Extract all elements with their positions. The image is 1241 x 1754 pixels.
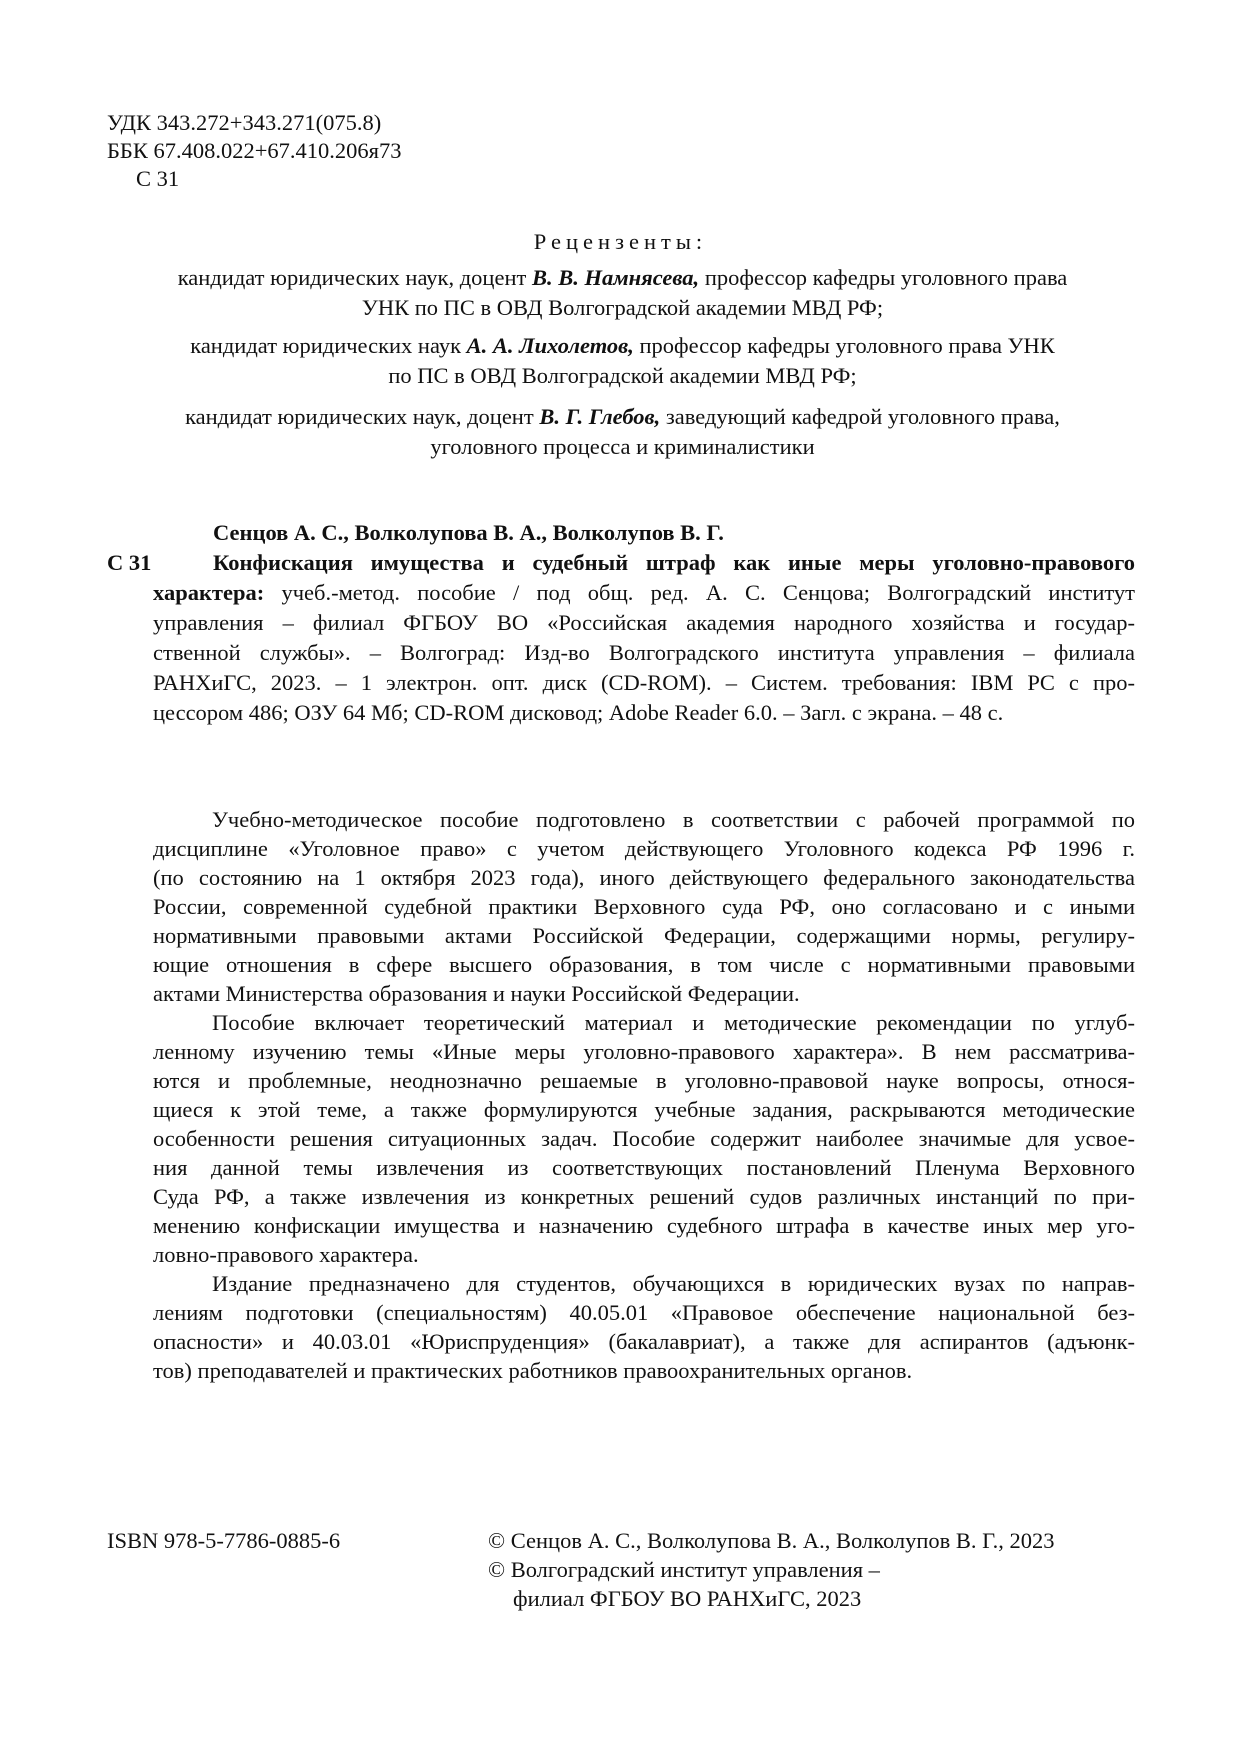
- copyright-authors: © Сенцов А. С., Волколупова В. А., Волколупов В. Г., 2023: [488, 1528, 1055, 1553]
- abstract-line: (по состоянию на 1 октября 2023 года), иного действующего федерального законодательства: [153, 865, 1135, 890]
- abstract-line: актами Министерства образования и науки Российской Федерации.: [153, 981, 800, 1006]
- reviewers-heading: Рецензенты:: [533, 229, 708, 254]
- catalog-title-end: характера:: [153, 580, 265, 605]
- catalog-title-line: Конфискация имущества и судебный штраф как иные меры уголовно-правового: [213, 550, 1135, 575]
- copyright-block: [488, 1526, 1055, 1613]
- abstract-line: Издание предназначено для студентов, обучающихся в юридических вузах по направ-: [212, 1271, 1135, 1296]
- reviewer-3: [110, 402, 1135, 462]
- abstract-line: ленному изучению темы «Иные меры уголовно-правового характера». В нем рассматрива-: [153, 1039, 1135, 1064]
- abstract-line: менению конфискации имущества и назначению судебного штрафа в качестве иных мер уго-: [153, 1213, 1135, 1238]
- reviewer-1-affiliation: УНК по ПС в ОВД Волгоградской академии МВД РФ;: [361, 295, 884, 320]
- abstract-line: ловно-правового характера.: [153, 1242, 419, 1267]
- udk-code: УДК 343.272+343.271(075.8): [107, 110, 382, 135]
- reviewer-2-name: А. А. Лихолетов,: [466, 333, 634, 358]
- abstract-line: щиеся к этой теме, а также формулируются учебные задания, раскрываются методические: [153, 1097, 1135, 1122]
- catalog-description: [153, 548, 1135, 728]
- abstract-line: России, современной судебной практики Верховного суда РФ, оно согласовано и с иными: [153, 894, 1135, 919]
- abstract-line: Учебно-методическое пособие подготовлено в соответствии с рабочей программой по: [212, 807, 1135, 832]
- reviewer-3-position: заведующий кафедрой уголовного права,: [660, 404, 1060, 429]
- abstract-line: ющие отношения в сфере высшего образования, в том числе с нормативными правовыми: [153, 952, 1135, 977]
- reviewer-1-name: В. В. Намнясева,: [531, 265, 700, 290]
- abstract-line: ния данной темы извлечения из соответствующих постановлений Пленума Верховного: [153, 1155, 1135, 1180]
- reviewer-1: [110, 263, 1135, 323]
- abstract-line: опасности» и 40.03.01 «Юриспруденция» (бакалавриат), а также для аспирантов (адъюнк-: [153, 1329, 1135, 1354]
- abstract: [153, 805, 1135, 1385]
- abstract-line: лениям подготовки (специальностям) 40.05.01 «Правовое обеспечение национальной без-: [153, 1300, 1135, 1325]
- reviewer-2-affiliation: по ПС в ОВД Волгоградской академии МВД РФ;: [388, 363, 857, 388]
- abstract-line: дисциплине «Уголовное право» с учетом действующего Уголовного кодекса РФ 1996 г.: [153, 836, 1135, 861]
- classification-block: [107, 108, 402, 192]
- catalog-description-line: ственной службы». – Волгоград: Изд-во Волгоградского института управления – филиала: [153, 640, 1135, 665]
- abstract-line: тов) преподавателей и практических работников правоохранительных органов.: [153, 1358, 913, 1383]
- reviewer-3-degree: кандидат юридических наук, доцент: [185, 404, 540, 429]
- abstract-line: Суда РФ, а также извлечения из конкретных решений судов различных инстанций по при-: [153, 1184, 1135, 1209]
- copyright-publisher-cont: филиал ФГБОУ ВО РАНХиГС, 2023: [513, 1586, 862, 1611]
- copyright-publisher: © Волгоградский институт управления –: [488, 1557, 880, 1582]
- abstract-line: Пособие включает теоретический материал и методические рекомендации по углуб-: [212, 1010, 1135, 1035]
- catalog-description-line: РАНХиГС, 2023. – 1 электрон. опт. диск (CD-ROM). – Систем. требования: IBM PC с про-: [153, 670, 1135, 695]
- reviewer-3-name: В. Г. Глебов,: [539, 404, 661, 429]
- catalog-description-start: учеб.-метод. пособие / под общ. ред. А. С. Сенцова; Волгоградский институт: [264, 580, 1135, 605]
- reviewer-2-position: профессор кафедры уголовного права УНК: [633, 333, 1055, 358]
- abstract-line: особенности решения ситуационных задач. Пособие содержит наиболее значимые для усвое-: [153, 1126, 1135, 1151]
- catalog-authors: Сенцов А. С., Волколупова В. А., Волколупов В. Г.: [213, 520, 724, 545]
- reviewer-2: [110, 331, 1135, 391]
- catalog-code: С 31: [107, 550, 152, 575]
- catalog-description-last-line: цессором 486; ОЗУ 64 Мб; CD-ROM дисковод; Adobe Reader 6.0. – Загл. с экрана. – 48 с.: [153, 700, 1004, 725]
- isbn: ISBN 978-5-7786-0885-6: [107, 1528, 341, 1553]
- abstract-line: ются и проблемные, неоднозначно решаемые в уголовно-правовой науке вопросы, относя-: [153, 1068, 1135, 1093]
- catalog-description-line: управления – филиал ФГБОУ ВО «Российская академия народного хозяйства и государ-: [153, 610, 1135, 635]
- author-mark: С 31: [136, 166, 180, 191]
- reviewer-1-position: профессор кафедры уголовного права: [699, 265, 1068, 290]
- reviewer-2-degree: кандидат юридических наук: [190, 333, 467, 358]
- abstract-line: нормативными правовыми актами Российской Федерации, содержащими нормы, регулиру-: [153, 923, 1135, 948]
- reviewer-1-degree: кандидат юридических наук, доцент: [177, 265, 532, 290]
- reviewer-3-affiliation: уголовного процесса и криминалистики: [430, 434, 815, 459]
- bbk-code: ББК 67.408.022+67.410.206я73: [107, 138, 402, 163]
